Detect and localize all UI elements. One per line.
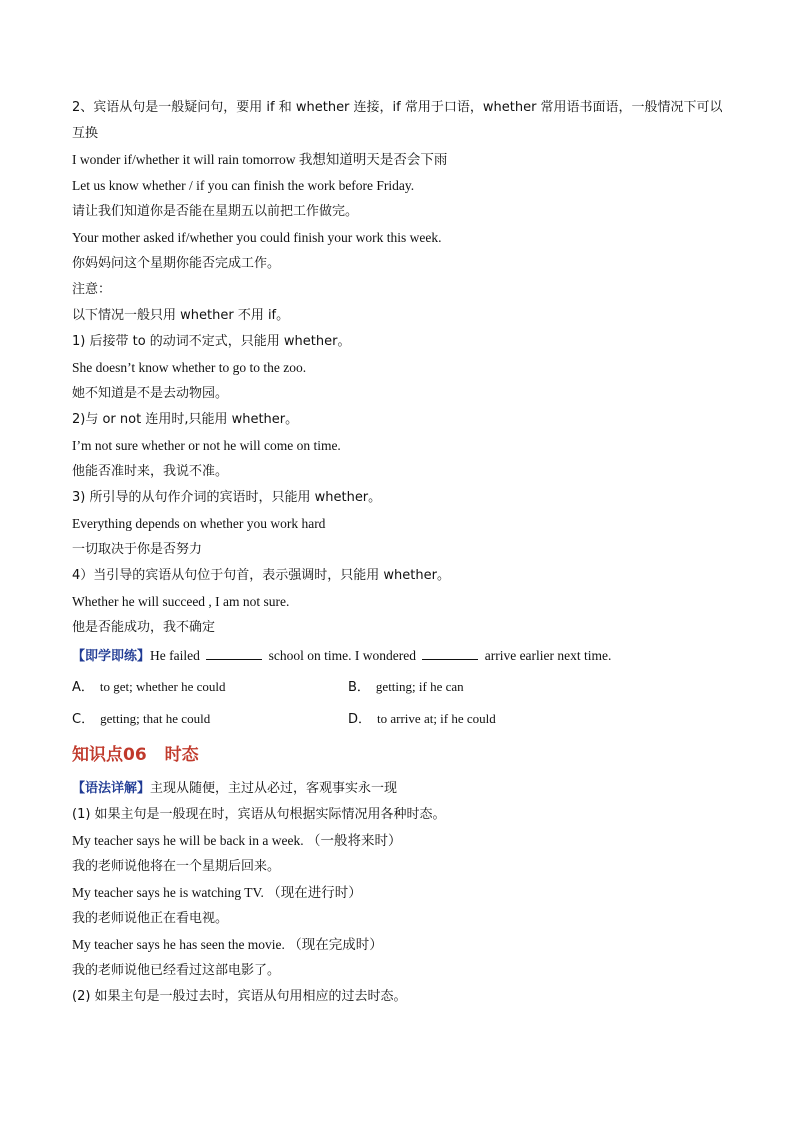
note-point-1: 1) 后接带 to 的动词不定式，只能用 whether。 [72, 334, 351, 349]
option-text: to arrive at; if he could [377, 711, 496, 726]
example-translation: 她不知道是不是去动物园。 [72, 386, 229, 401]
exercise-question [72, 646, 732, 667]
option-key: B． [348, 680, 370, 695]
option-key: A． [72, 680, 94, 695]
option-text: to get; whether he could [99, 679, 226, 694]
grammar-rule-2: (2) 如果主句是一般过去时，宾语从句用相应的过去时态。 [72, 989, 407, 1004]
grammar-rule-1: (1) 如果主句是一般现在时，宾语从句根据实际情况用各种时态。 [72, 807, 446, 822]
note-label: 注意： [72, 282, 112, 297]
example-translation: 他是否能成功，我不确定 [72, 620, 216, 635]
answer-blank-2[interactable] [422, 647, 478, 660]
example-sentence: Let us know whether / if you can finish the work before Friday. [72, 178, 415, 193]
section-heading [72, 744, 199, 766]
note-point-4: 4）当引导的宾语从句位于句首，表示强调时，只能用 whether。 [72, 568, 450, 583]
example-translation: 一切取决于你是否努力 [72, 542, 203, 557]
option-key: C． [72, 712, 95, 727]
example-sentence: My teacher says he will be back in a week. （一般将来时） [72, 833, 402, 848]
example-translation: 你妈妈问这个星期你能否完成工作。 [72, 256, 281, 271]
example-sentence: My teacher says he has seen the movie. （现在完成时） [72, 937, 383, 952]
example-translation: 请让我们知道你是否能在星期五以前把工作做完。 [72, 204, 359, 219]
example-translation: 他能否准时来，我说不准。 [72, 464, 229, 479]
exercise-tag: 【即学即练】 [72, 649, 151, 664]
option-text: getting; if he can [375, 679, 464, 694]
example-sentence: She doesn’t know whether to go to the zoo. [72, 360, 307, 375]
example-sentence: My teacher says he is watching TV. （现在进行时） [72, 885, 362, 900]
grammar-intro [72, 779, 732, 799]
rule-2-text: 2、宾语从句是一般疑问句，要用 if 和 whether 连接，if 常用于口语，whether 常用语书面语，一般情况下可以互换 [72, 100, 723, 141]
example-translation: 我的老师说他将在一个星期后回来。 [72, 859, 281, 874]
grammar-tag: 【语法详解】 [72, 781, 151, 796]
example-sentence: Whether he will succeed , I am not sure. [72, 594, 290, 609]
note-point-3: 3) 所引导的从句作介词的宾语时，只能用 whether。 [72, 490, 382, 505]
option-text: getting; that he could [100, 711, 211, 726]
option-a[interactable] [72, 677, 226, 698]
example-sentence: I wonder if/whether it will rain tomorrow 我想知道明天是否会下雨 [72, 152, 448, 167]
exercise-part-2: school on time. I wondered [268, 648, 416, 663]
note-text: 以下情况一般只用 whether 不用 if。 [72, 308, 290, 323]
note-point-2: 2)与 or not 连用时,只能用 whether。 [72, 412, 299, 427]
example-sentence: Your mother asked if/whether you could finish your work this week. [72, 230, 442, 245]
example-sentence: Everything depends on whether you work hard [72, 516, 326, 531]
exercise-part-3: arrive earlier next time. [484, 648, 612, 663]
section-title: 时态 [164, 745, 199, 765]
option-b[interactable] [348, 677, 464, 698]
option-d[interactable] [348, 709, 496, 730]
option-c[interactable] [72, 709, 210, 730]
example-translation: 我的老师说他已经看过这部电影了。 [72, 963, 281, 978]
example-sentence: I’m not sure whether or not he will come on time. [72, 438, 341, 453]
exercise-part-1: He failed [150, 648, 200, 663]
option-key: D． [348, 712, 372, 727]
example-translation: 我的老师说他正在看电视。 [72, 911, 229, 926]
answer-blank-1[interactable] [206, 647, 262, 660]
grammar-intro-text: 主现从随便，主过从必过，客观事实永一现 [150, 781, 398, 796]
section-number: 知识点06 [72, 745, 147, 765]
